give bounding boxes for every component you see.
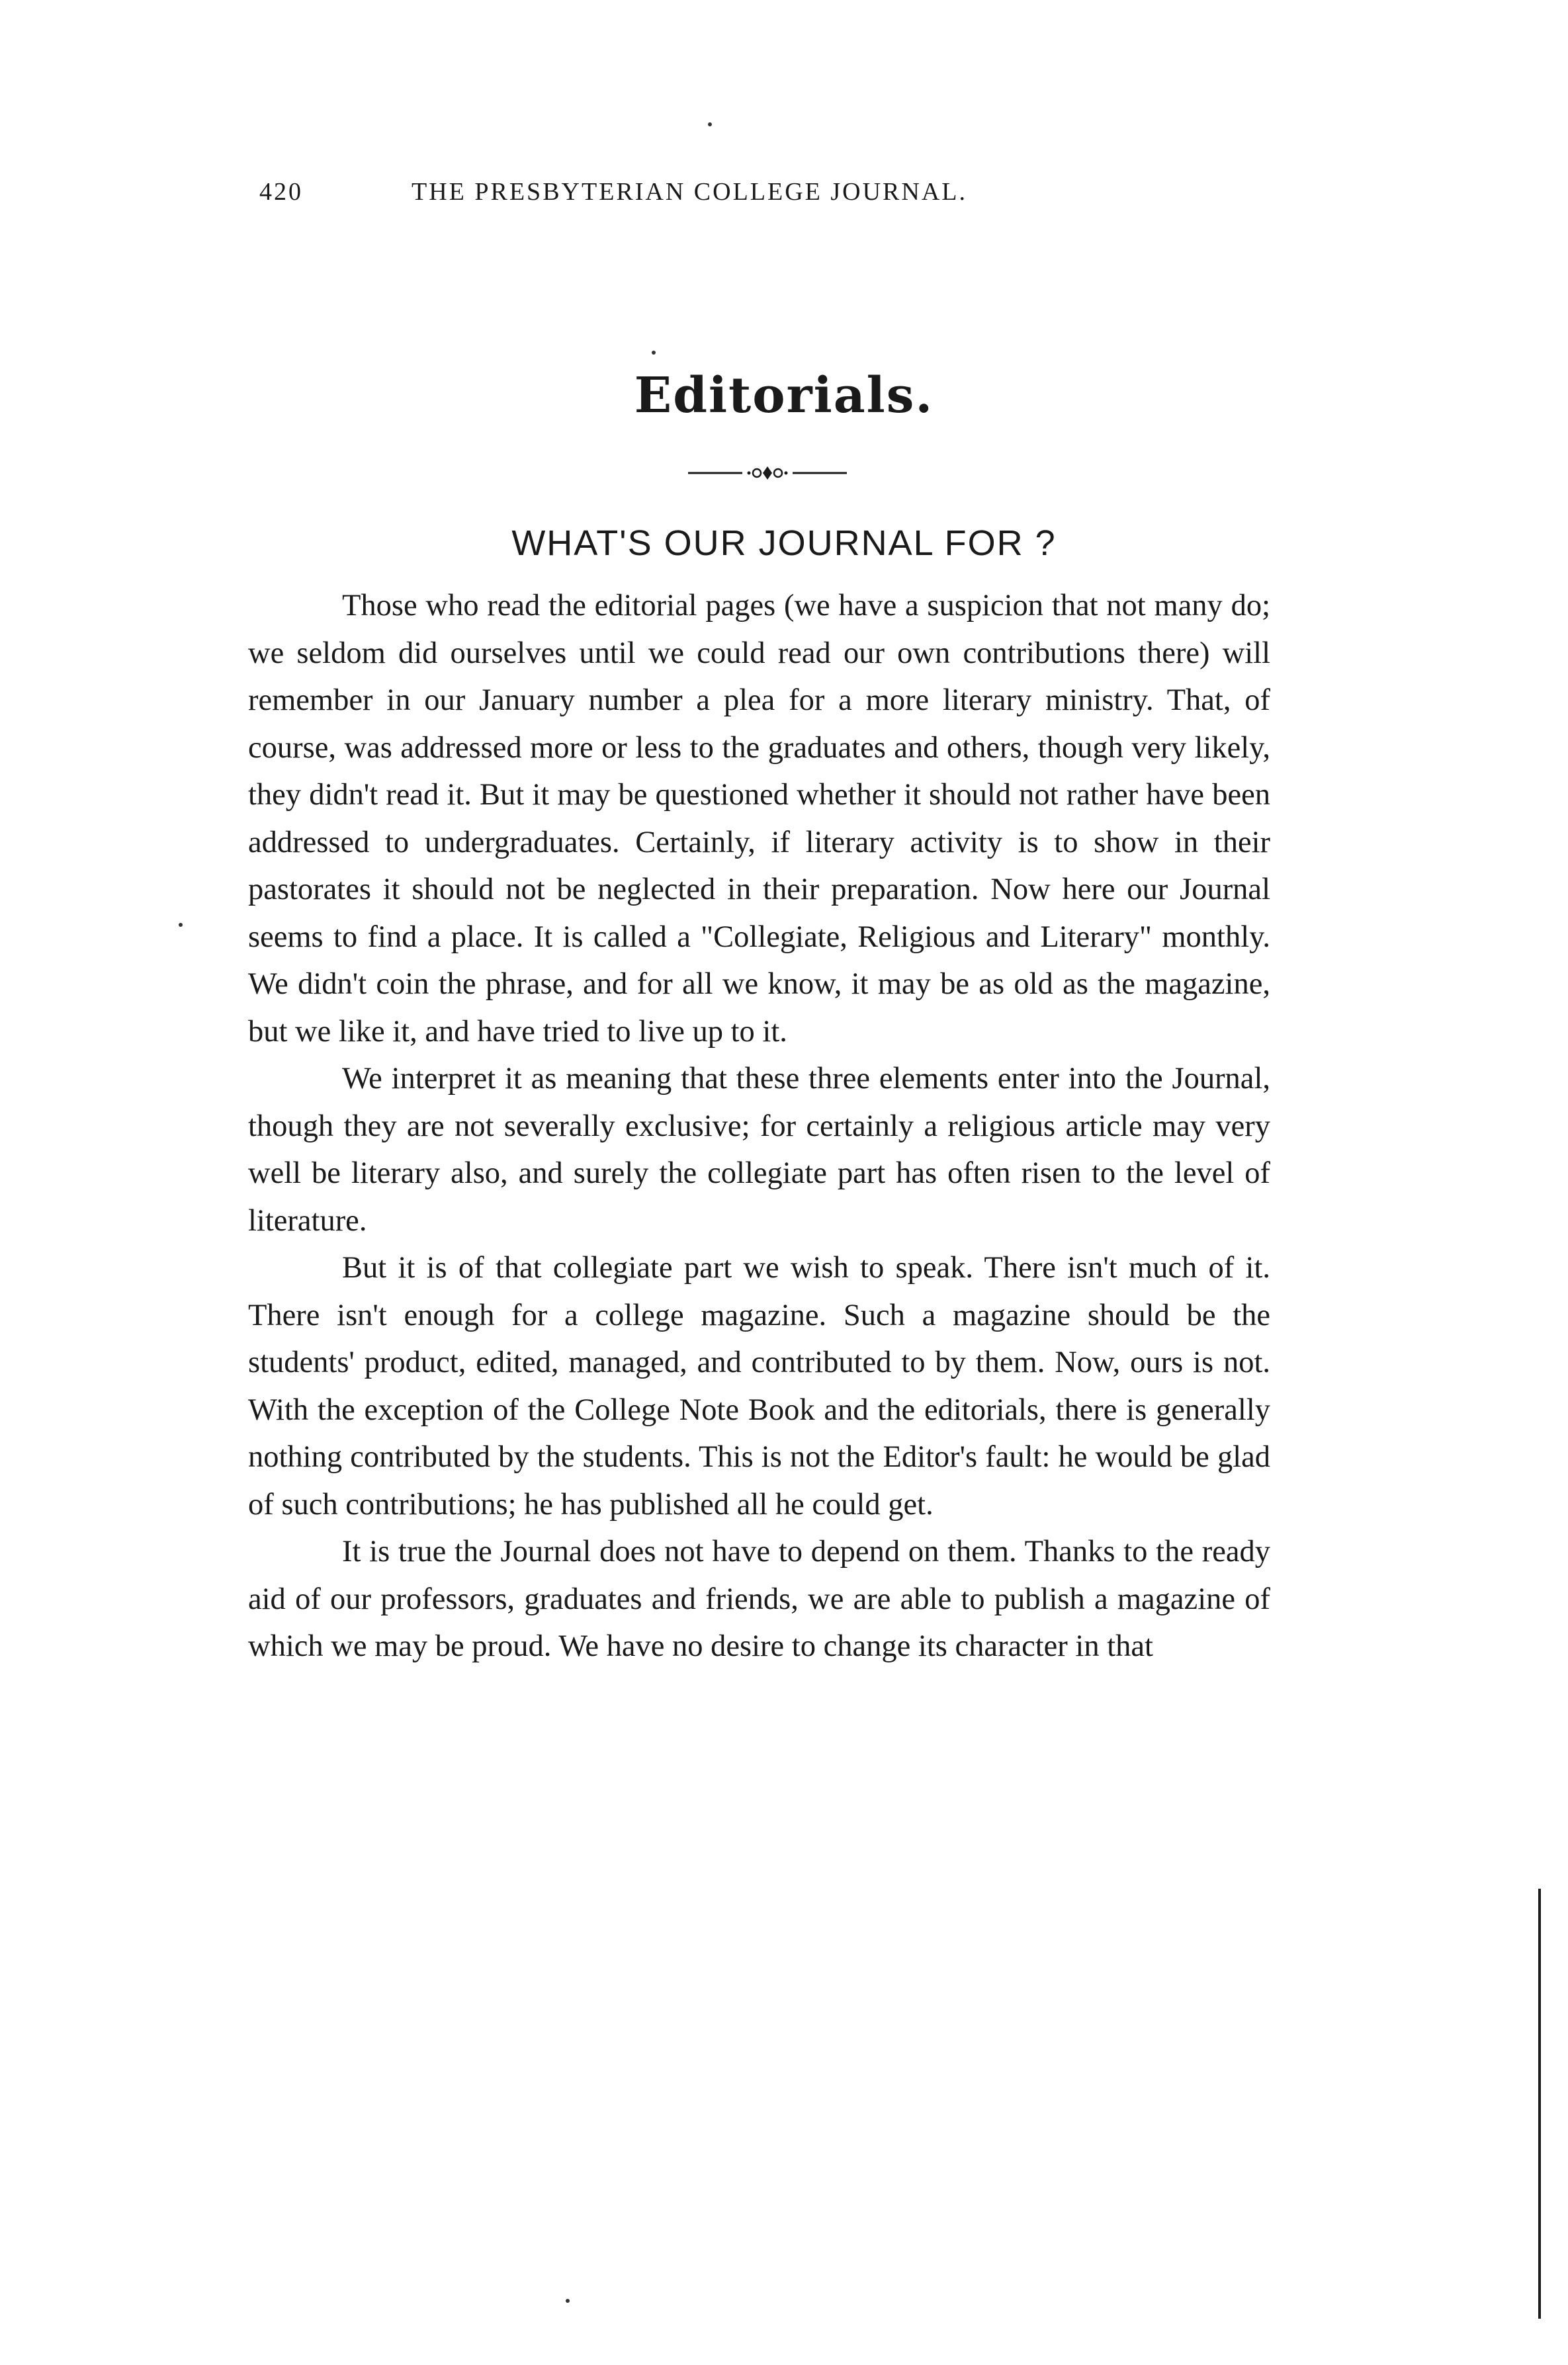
page-number: 420 [259, 178, 303, 206]
title-ornament [688, 463, 847, 483]
paragraph: We interpret it as meaning that these three elements enter into the Journal, though they are not severally exclusive; for certainly a religious article may very well be literary also, and surely the collegiate part has often risen to the level of literature. [248, 1062, 1270, 1238]
running-head [259, 177, 1265, 217]
article-body [248, 582, 1270, 1670]
scan-margin-line [1538, 1889, 1541, 2319]
section-title: Editorials. [634, 367, 934, 424]
paragraph: Those who read the editorial pages (we have a suspicion that not many do; we seldom did ourselves until we could read our own contributions there) will remember in our January number a plea for a more literary ministry. That, of course, was addressed more or less to the graduates and others, though very likely, they didn't read it. But it may be questioned whether it should not rather have been addressed to undergraduates. Certainly, if literary activity is to show in their pastorates it should not be neglected in their preparation. Now here our Journal seems to find a place. It is called a "Collegiate, Religious and Literary" monthly. We didn't coin the phrase, and for all we know, it may be as old as the magazine, but we like it, and have tried to live up to it. [248, 589, 1270, 1049]
scan-speck [179, 923, 183, 927]
paragraph: But it is of that collegiate part we wish to speak. There isn't much of it. There isn't enough for a college magazine. Such a magazine should be the students' product, edited, managed, and contributed to by them. Now, ours is not. With the exception of the College Note Book and the editorials, there is generally nothing contributed by the students. This is not the Editor's fault: he would be glad of such contributions; he has published all he could get. [248, 1251, 1270, 1522]
paragraph: It is true the Journal does not have to depend on them. Thanks to the ready aid of our professors, graduates and friends, we are able to publish a magazine of which we may be proud. We have no desire to change its character in that [248, 1535, 1270, 1663]
scan-speck [652, 351, 656, 355]
scan-speck [708, 122, 712, 126]
journal-title: THE PRESBYTERIAN COLLEGE JOURNAL. [412, 178, 967, 206]
article-title: WHAT'S OUR JOURNAL FOR ? [511, 523, 1057, 563]
scan-speck [566, 2299, 570, 2303]
